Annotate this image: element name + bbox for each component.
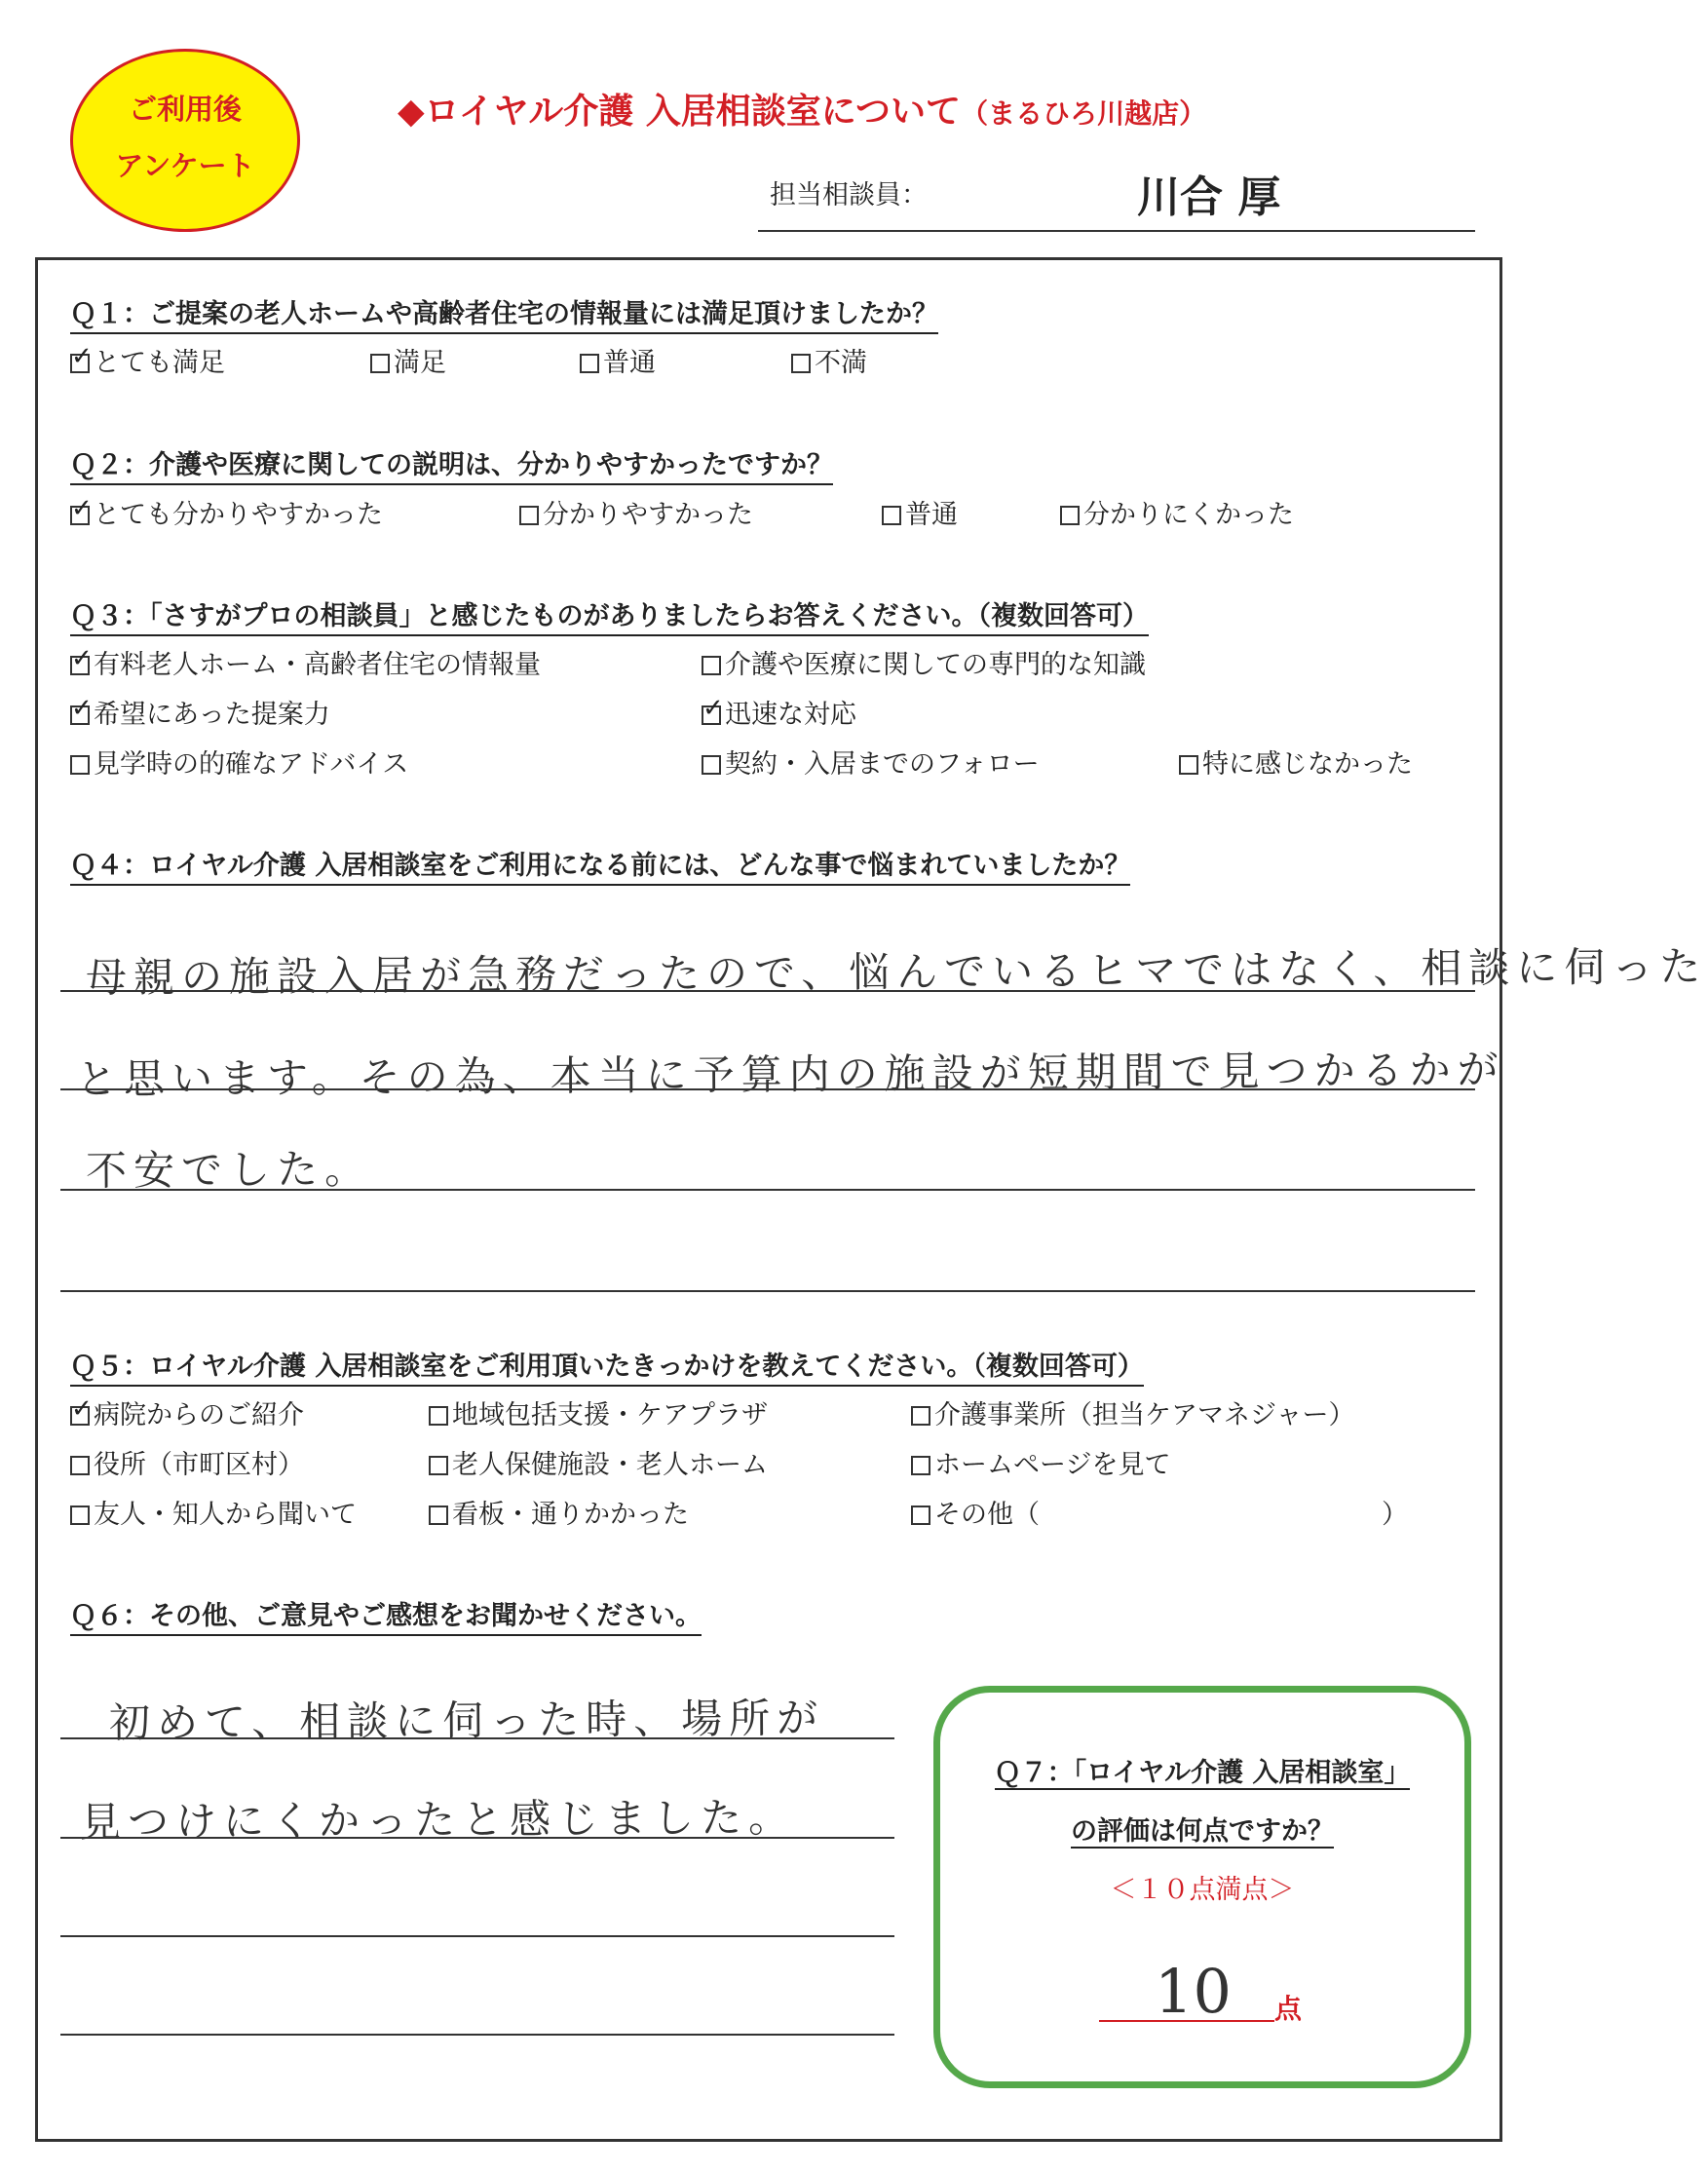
checkbox-icon (519, 506, 539, 525)
staff-label: 担当相談員： (770, 180, 928, 210)
q6-answer-rule (60, 1837, 894, 1839)
q5-option-health-facility[interactable] (429, 1443, 768, 1481)
q6-answer-rule (60, 2034, 894, 2036)
checkbox-checked-icon (702, 705, 721, 725)
checkbox-checked-icon (70, 506, 90, 525)
checkbox-icon (1179, 755, 1198, 775)
q7-score-value[interactable]: 10 (1155, 1956, 1232, 2027)
q4-question: Ｑ４：ロイヤル介護 入居相談室をご利用になる前には、どんな事で悩まれていましたか？ (70, 844, 1130, 886)
q7-score-unit: 点 (1274, 1993, 1303, 2025)
q2-question: Ｑ２：介護や医療に関しての説明は、分かりやすかったですか？ (70, 443, 833, 485)
option-label: 病院からのご紹介 (94, 1400, 304, 1430)
checkbox-icon (580, 354, 599, 373)
q5-option-community-support[interactable] (429, 1393, 768, 1431)
q7-question-text: の評価は何点ですか？ (1071, 1816, 1334, 1847)
checkbox-icon (429, 1506, 448, 1525)
q5-option-homepage[interactable] (911, 1443, 1170, 1481)
q1-option-normal[interactable] (580, 341, 656, 379)
option-label: 介護や医療に関しての専門的な知識 (725, 650, 1146, 680)
q1-option-satisfied[interactable] (370, 341, 446, 379)
q5-option-other[interactable] (911, 1493, 1040, 1531)
q7-max-score: ＜１０点満点＞ (1110, 1875, 1295, 1905)
option-label: 希望にあった提案力 (94, 700, 330, 730)
q7-score-underline (1099, 2020, 1274, 2022)
checkbox-checked-icon (70, 705, 90, 725)
q4-answer-line-3: 不安でした。 (85, 1144, 373, 1196)
q3-question: Ｑ３：「さすがプロの相談員」と感じたものがありましたらお答えください。（複数回答可） (70, 594, 1149, 636)
q6-answer-rule (60, 1737, 894, 1739)
q7-rating-box (933, 1686, 1471, 2088)
option-label: とても満足 (94, 348, 225, 378)
option-label: 満足 (394, 348, 446, 378)
option-label: その他（ (934, 1500, 1040, 1530)
option-label: 役所（市町区村） (94, 1450, 304, 1480)
q6-answer-line-1: 初めて、相談に伺った時、場所が (108, 1694, 825, 1747)
q6-answer-line-2: 見つけにくかったと感じました。 (79, 1793, 797, 1847)
page-title (398, 84, 1206, 133)
option-label: 老人保健施設・老人ホーム (452, 1450, 768, 1480)
checkbox-icon (70, 755, 90, 775)
q4-answer-rule (60, 1189, 1475, 1191)
checkbox-icon (702, 656, 721, 675)
option-label: 見学時の的確なアドバイス (94, 749, 409, 780)
q3-option-tour-advice[interactable] (70, 743, 408, 781)
checkbox-checked-icon (70, 354, 90, 373)
option-label: 契約・入居までのフォロー (725, 749, 1040, 780)
badge-line-2: アンケート (115, 149, 255, 182)
option-label: 普通 (603, 348, 656, 378)
badge-line-1: ご利用後 (128, 93, 242, 126)
option-label: 特に感じなかった (1202, 749, 1413, 780)
q3-option-follow-up[interactable] (702, 743, 1040, 781)
option-label: 看板・通りかかった (452, 1500, 689, 1530)
q2-option-unclear[interactable] (1060, 493, 1294, 531)
page-title-main: ◆ロイヤル介護 入居相談室について (398, 92, 962, 132)
q6-question: Ｑ６：その他、ご意見やご感想をお聞かせください。 (70, 1594, 702, 1636)
option-label: 分かりやすかった (543, 500, 753, 530)
q5-option-hospital[interactable] (70, 1393, 304, 1431)
option-label: 迅速な対応 (725, 700, 856, 730)
checkbox-icon (370, 354, 390, 373)
checkbox-icon (429, 1406, 448, 1426)
option-label: 分かりにくかった (1083, 500, 1294, 530)
q5-question: Ｑ５：ロイヤル介護 入居相談室をご利用頂いたきっかけを教えてください。（複数回答可） (70, 1345, 1144, 1387)
q2-option-very-clear[interactable] (70, 493, 383, 531)
checkbox-icon (911, 1406, 930, 1426)
option-label: とても分かりやすかった (94, 500, 383, 530)
q5-option-signboard[interactable] (429, 1493, 689, 1531)
q6-answer-rule (60, 1935, 894, 1937)
checkbox-icon (911, 1506, 930, 1525)
survey-badge (70, 49, 300, 232)
q5-other-close-paren: ） (1382, 1500, 1408, 1530)
checkbox-icon (70, 1456, 90, 1475)
checkbox-icon (702, 755, 721, 775)
q4-answer-rule (60, 990, 1475, 992)
q7-question-line-1 (940, 1751, 1464, 1789)
q7-question-text: Ｑ７：「ロイヤル介護 入居相談室」 (994, 1758, 1411, 1788)
page-title-branch: （まるひろ川越店） (961, 97, 1207, 130)
q3-option-none[interactable] (1179, 743, 1413, 781)
option-label: 地域包括支援・ケアプラザ (452, 1400, 768, 1430)
q4-answer-rule (60, 1290, 1475, 1292)
q4-answer-rule (60, 1088, 1475, 1090)
q4-answer-line-1: 母親の施設入居が急務だったので、悩んでいるヒマではなく、相談に伺った (85, 942, 1708, 1002)
checkbox-icon (791, 354, 811, 373)
option-label: 不満 (815, 348, 867, 378)
q1-question: Ｑ１：ご提案の老人ホームや高齢者住宅の情報量には満足頂けましたか？ (70, 292, 938, 334)
q5-option-friend[interactable] (70, 1493, 357, 1531)
checkbox-icon (1060, 506, 1080, 525)
checkbox-icon (429, 1456, 448, 1475)
q5-option-municipal-office[interactable] (70, 1443, 304, 1481)
checkbox-icon (911, 1456, 930, 1475)
q1-option-dissatisfied[interactable] (791, 341, 867, 379)
checkbox-checked-icon (70, 1406, 90, 1426)
q7-question-line-2 (940, 1810, 1464, 1848)
q2-option-clear[interactable] (519, 493, 753, 531)
option-label: ホームページを見て (934, 1450, 1171, 1480)
q1-option-very-satisfied[interactable] (70, 341, 225, 379)
q3-option-proposal[interactable] (70, 693, 330, 731)
q3-option-info-volume[interactable] (70, 643, 541, 681)
checkbox-icon (882, 506, 901, 525)
q4-answer-line-2: と思います。その為、本当に予算内の施設が短期間で見つかるかが (75, 1045, 1505, 1104)
option-label: 友人・知人から聞いて (94, 1500, 357, 1530)
checkbox-icon (70, 1506, 90, 1525)
q3-option-quick-response[interactable] (702, 693, 856, 731)
q2-option-normal[interactable] (882, 493, 958, 531)
option-label: 有料老人ホーム・高齢者住宅の情報量 (94, 650, 541, 680)
staff-underline (758, 230, 1475, 232)
staff-name: 川合 厚 (1137, 172, 1281, 222)
option-label: 介護事業所（担当ケアマネジャー） (934, 1400, 1355, 1430)
checkbox-checked-icon (70, 656, 90, 675)
q3-option-expertise[interactable] (702, 643, 1146, 681)
option-label: 普通 (905, 500, 958, 530)
q5-option-care-office[interactable] (911, 1393, 1354, 1431)
